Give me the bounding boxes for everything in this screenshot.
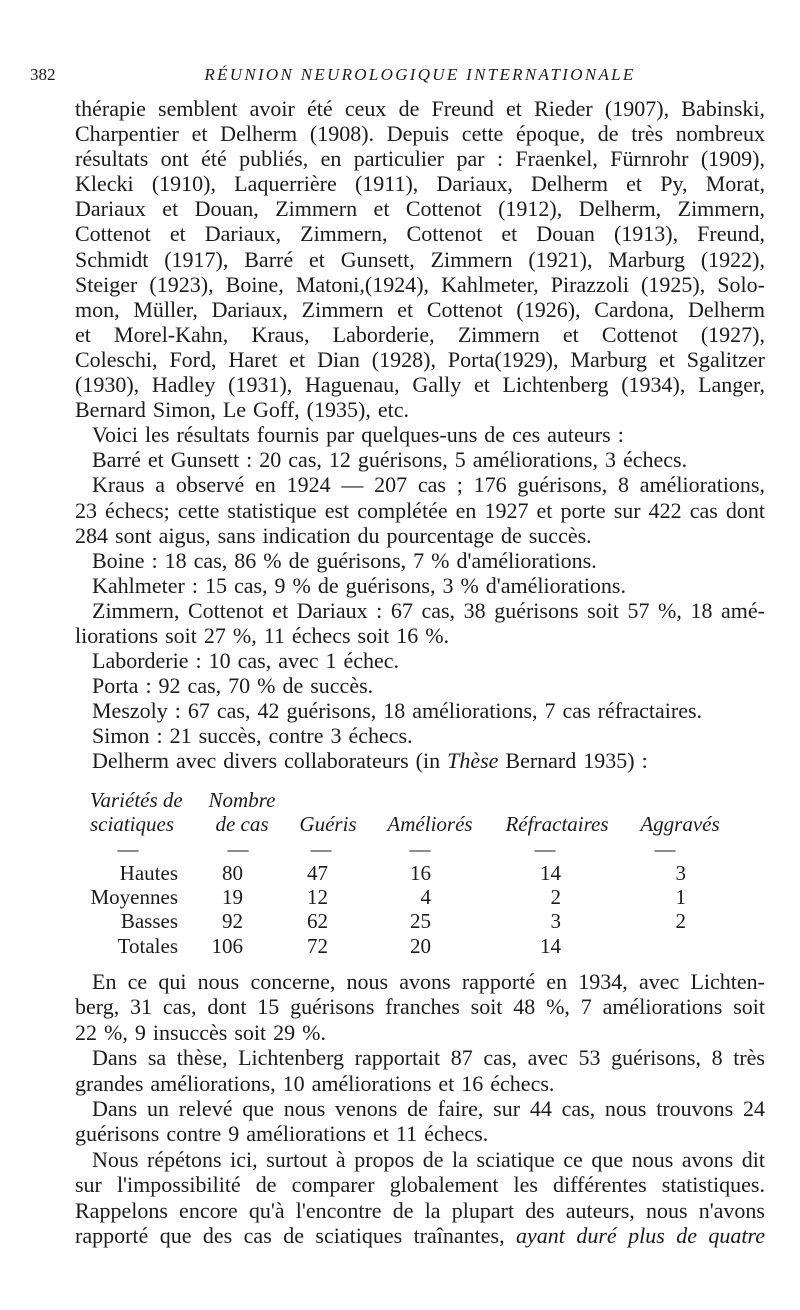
text-line: 284 sont aigus, sans indication du pourcentage de succès.	[75, 522, 592, 548]
text-line: Boine : 18 cas, 86 % de guérisons, 7 % d'améliorations.	[92, 547, 597, 573]
table-cell: 16	[410, 860, 431, 885]
table-row	[0, 909, 800, 933]
table-cell: 72	[307, 933, 328, 958]
table-header-row	[0, 788, 800, 812]
text-line: grandes améliorations, 10 améliorations et 16 échecs.	[75, 1070, 555, 1096]
body-text-bottom	[75, 969, 765, 1248]
table-cell: 80	[222, 860, 243, 885]
text-line: (1930), Hadley (1931), Haguenau, Gally et Lichtenberg (1934), Langer,	[75, 372, 765, 398]
column-header: Aggravés	[640, 812, 720, 837]
text-line: guérisons contre 9 améliorations et 11 échecs.	[75, 1121, 489, 1147]
table-cell: Moyennes	[90, 885, 178, 910]
table-cell: 1	[675, 885, 686, 910]
text-line: résultats ont été publiés, en particulier par : Fraenkel, Fürnrohr (1909),	[75, 146, 765, 172]
table-cell: 12	[307, 885, 328, 910]
text-line: Dans sa thèse, Lichtenberg rapportait 87 cas, avec 53 guérisons, 8 très	[92, 1045, 765, 1071]
table-cell: 2	[550, 885, 561, 910]
text-line: Steiger (1923), Boine, Matoni,(1924), Kahlmeter, Pirazzoli (1925), Solo-	[75, 271, 765, 297]
italic-text: ayant duré plus de quatre	[516, 1222, 765, 1248]
table-row-totals	[0, 934, 800, 958]
column-header: Améliorés	[387, 812, 473, 837]
text-line: 22 %, 9 insuccès soit 29 %.	[75, 1019, 326, 1045]
text-line: liorations soit 27 %, 11 échecs soit 16 %.	[75, 622, 450, 648]
text-line: Dariaux et Douan, Zimmern et Cottenot (1912), Delherm, Zimmern,	[75, 196, 765, 222]
column-separator: —	[654, 836, 676, 861]
results-table	[0, 788, 800, 958]
text-line: Rappelons encore qu'à l'encontre de la plupart des auteurs, nous n'avons	[75, 1197, 765, 1223]
column-separator: —	[117, 836, 139, 861]
text-line	[75, 1223, 765, 1248]
text-line: Kraus a observé en 1924 — 207 cas ; 176 guérisons, 8 améliorations,	[92, 472, 765, 498]
text-line: Zimmern, Cottenot et Dariaux : 67 cas, 38 guérisons soit 57 %, 18 amé-	[92, 597, 765, 623]
column-separator: —	[409, 836, 431, 861]
text-line: Nous répétons ici, surtout à propos de la sciatique ce que nous avons dit	[92, 1146, 765, 1172]
text-line: berg, 31 cas, dont 15 guérisons franches soit 48 %, 7 améliorations soit	[75, 994, 765, 1020]
text-line: 23 échecs; cette statistique est complétée en 1927 et porte sur 422 cas dont	[75, 497, 765, 523]
text-line: mon, Müller, Dariaux, Zimmern et Cottenot (1926), Cardona, Delherm	[75, 296, 765, 322]
table-row	[0, 885, 800, 909]
italic-text: Thèse	[447, 748, 499, 774]
table-cell: Hautes	[119, 860, 178, 885]
table-cell: 62	[307, 909, 328, 934]
text-line: Meszoly : 67 cas, 42 guérisons, 18 améliorations, 7 cas réfractaires.	[92, 698, 703, 724]
column-separator: —	[227, 836, 249, 861]
table-cell: 19	[222, 885, 243, 910]
text-line: Bernard Simon, Le Goff, (1935), etc.	[75, 397, 409, 423]
text-line: thérapie semblent avoir été ceux de Freund et Rieder (1907), Babinski,	[75, 96, 765, 121]
text-line: Simon : 21 succès, contre 3 échecs.	[92, 723, 413, 749]
column-header: de cas	[215, 812, 269, 837]
table-cell: 14	[540, 860, 561, 885]
text-line: Laborderie : 10 cas, avec 1 échec.	[92, 648, 400, 674]
table-cell: 2	[675, 909, 686, 934]
text-line: Charpentier et Delherm (1908). Depuis cette époque, de très nombreux	[75, 121, 765, 147]
table-cell: 4	[420, 885, 431, 910]
table-cell: Totales	[117, 933, 178, 958]
table-cell: 25	[410, 909, 431, 934]
column-header: Guéris	[299, 812, 357, 837]
column-header: Variétés de	[90, 788, 183, 812]
text-line: Porta : 92 cas, 70 % de succès.	[92, 673, 374, 699]
table-header-row	[0, 812, 800, 836]
text-line: sur l'impossibilité de comparer globalement les différentes statistiques.	[75, 1172, 765, 1198]
column-header: Nombre	[208, 788, 276, 812]
text-line: Barré et Gunsett : 20 cas, 12 guérisons, 5 améliorations, 3 échecs.	[92, 447, 688, 473]
text-line: Schmidt (1917), Barré et Gunsett, Zimmern (1921), Marburg (1922),	[75, 246, 765, 272]
text-line: et Morel-Kahn, Kraus, Laborderie, Zimmern et Cottenot (1927),	[75, 321, 765, 347]
table-cell: 20	[410, 933, 431, 958]
table-cell: 3	[550, 909, 561, 934]
text-line: Voici les résultats fournis par quelques-uns de ces auteurs :	[92, 422, 624, 448]
text-line	[75, 748, 765, 773]
table-cell: 3	[675, 860, 686, 885]
table-separator-row	[0, 837, 800, 861]
column-header: Réfractaires	[505, 812, 609, 837]
table-cell: 47	[307, 860, 328, 885]
column-header: sciatiques	[90, 812, 174, 837]
column-separator: —	[534, 836, 556, 861]
text-segment: Bernard 1935) :	[505, 748, 648, 774]
running-title: RÉUNION NEUROLOGIQUE INTERNATIONALE	[204, 65, 636, 84]
body-text-top	[75, 96, 765, 774]
text-line: Cottenot et Dariaux, Zimmern, Cottenot et Douan (1913), Freund,	[75, 221, 765, 247]
column-separator: —	[310, 836, 332, 861]
text-line: Klecki (1910), Laquerrière (1911), Dariaux, Delherm et Py, Morat,	[75, 171, 765, 197]
table-cell: Basses	[120, 909, 178, 934]
table-row	[0, 861, 800, 885]
page-number: 382	[30, 65, 56, 84]
text-line: Dans un relevé que nous venons de faire, sur 44 cas, nous trouvons 24	[92, 1095, 765, 1121]
text-line: Coleschi, Ford, Haret et Dian (1928), Porta(1929), Marburg et Sgalitzer	[75, 346, 765, 372]
text-segment: rapporté que des cas de sciatiques traînantes,	[75, 1222, 505, 1248]
text-line: Kahlmeter : 15 cas, 9 % de guérisons, 3 % d'améliorations.	[92, 572, 626, 598]
table-cell: 106	[211, 933, 243, 958]
table-cell: 92	[222, 909, 243, 934]
table-cell: 14	[540, 933, 561, 958]
text-line: En ce qui nous concerne, nous avons rapporté en 1934, avec Lichten-	[92, 969, 765, 994]
text-segment: Delherm avec divers collaborateurs (in	[92, 748, 441, 774]
